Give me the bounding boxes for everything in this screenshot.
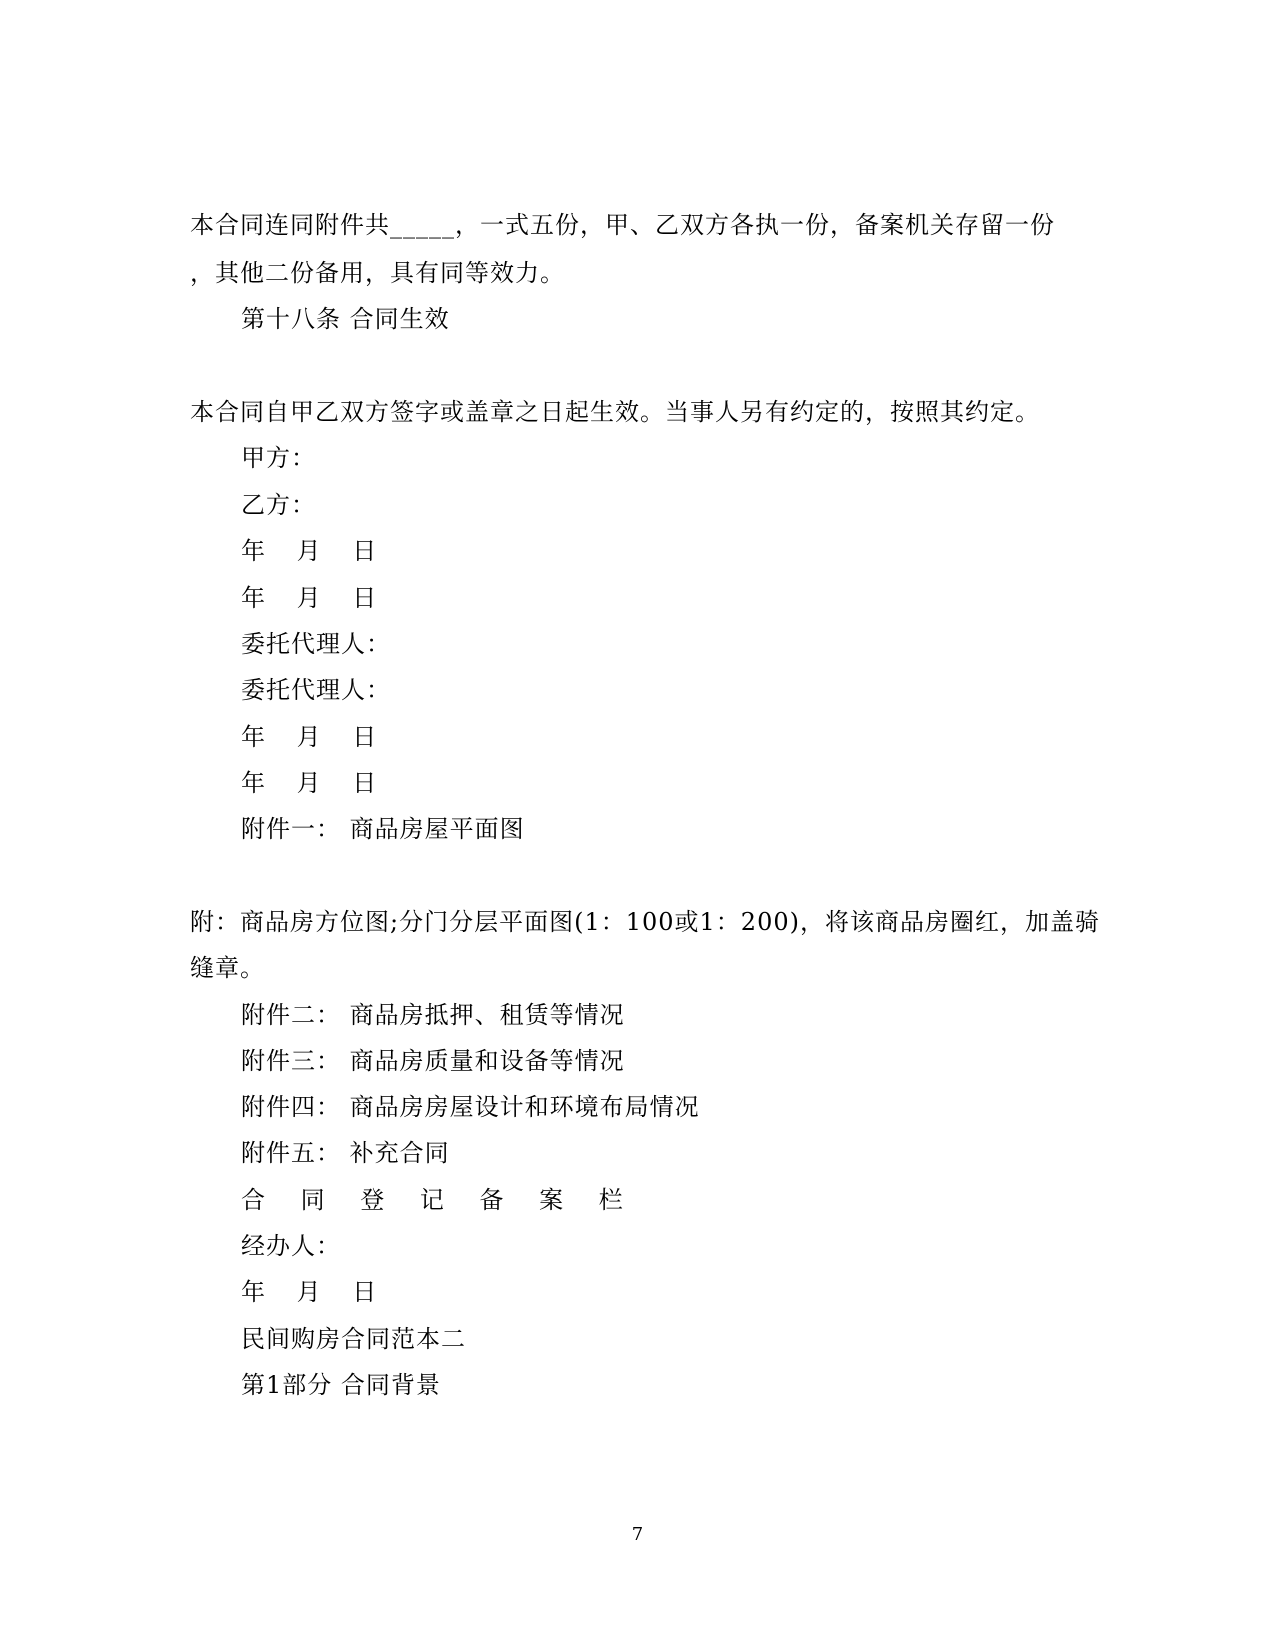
party-b-label: 乙方： (241, 491, 316, 519)
attachment-1: 附件一： 商品房屋平面图 (241, 815, 525, 843)
article-18-heading: 第十八条 合同生效 (241, 305, 450, 333)
agent-label: 委托代理人： (241, 630, 391, 658)
attachment-note-line-1: 附：商品房方位图;分门分层平面图(1：100或1：200)，将该商品房圈红，加盖骑 (190, 908, 1100, 936)
attachment-2: 附件二： 商品房抵押、租赁等情况 (241, 1001, 625, 1029)
agent-label: 委托代理人： (241, 676, 391, 704)
party-a-label: 甲方： (241, 444, 316, 472)
date-line: 年 月 日 (241, 769, 389, 797)
date-line: 年 月 日 (241, 537, 389, 565)
date-line: 年 月 日 (241, 723, 389, 751)
attachment-4: 附件四： 商品房房屋设计和环境布局情况 (241, 1093, 700, 1121)
paragraph-effective: 本合同自甲乙双方签字或盖章之日起生效。当事人另有约定的，按照其约定。 (190, 398, 1040, 426)
date-line: 年 月 日 (241, 1278, 389, 1306)
page-number: 7 (631, 1524, 644, 1545)
section-title-template-2: 民间购房合同范本二 (241, 1325, 466, 1353)
paragraph-copies-line-2: ，其他二份备用，具有同等效力。 (190, 259, 565, 287)
part-1-heading: 第1部分 合同背景 (241, 1371, 441, 1399)
attachment-note-line-2: 缝章。 (190, 954, 265, 982)
paragraph-copies-line-1: 本合同连同附件共_____，一式五份，甲、乙双方各执一份，备案机关存留一份 (190, 211, 1055, 239)
attachment-3: 附件三： 商品房质量和设备等情况 (241, 1047, 625, 1075)
handler-label: 经办人： (241, 1232, 341, 1260)
attachment-5: 附件五： 补充合同 (241, 1139, 450, 1167)
date-line: 年 月 日 (241, 584, 389, 612)
registration-heading: 合 同 登 记 备 案 栏 (241, 1186, 637, 1214)
